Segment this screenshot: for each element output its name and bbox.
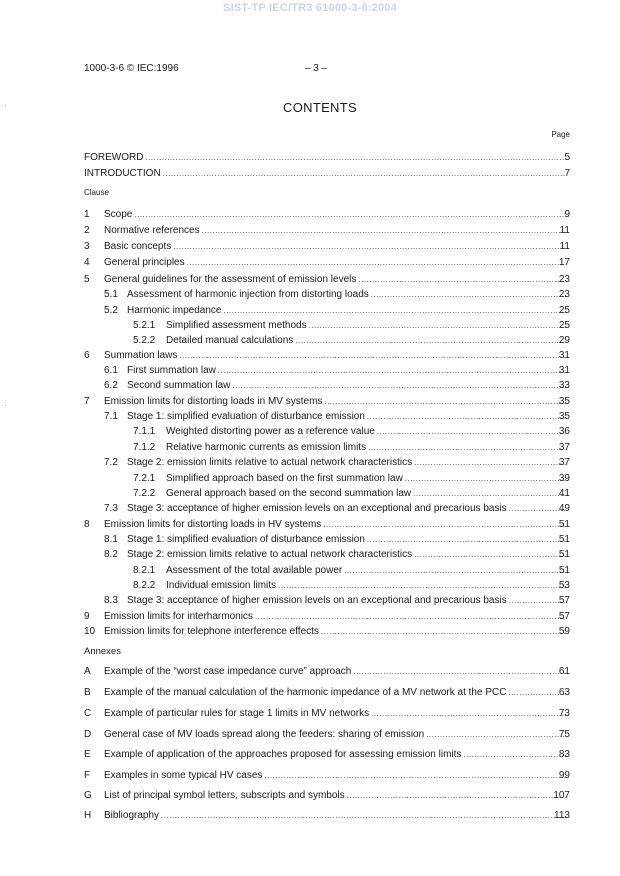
entry-number: 8.1 [104,534,118,545]
entry-page-number: 23 [558,289,570,300]
dot-leader [368,441,566,454]
dot-leader [163,167,566,180]
entry-title: Individual emission limits [166,580,277,591]
entry-title: General guidelines for the assessment of emission levels [104,274,357,285]
entry-number: 7.1.1 [133,426,156,437]
dot-leader [187,256,566,269]
dot-leader [264,769,566,782]
entry-page-number: 51 [558,549,570,560]
dot-leader [358,273,566,286]
toc-entry[interactable] [0,240,620,253]
annexes-label: Annexes [84,646,121,657]
dot-leader [353,665,566,678]
entry-page-number: 51 [558,519,570,530]
entry-title: Example of the manual calculation of the harmonic impedance of a MV network at the PCC [104,687,507,698]
entry-page-number: 23 [558,274,570,285]
entry-page-number: 75 [558,729,570,740]
entry-page-number: 49 [558,503,570,514]
entry-title: List of principal symbol letters, subscripts and symbols [104,790,345,801]
entry-title: General case of MV loads spread along the feeders: sharing of emission [104,729,425,740]
entry-page-number: 99 [558,770,570,781]
toc-entry[interactable] [0,364,620,377]
entry-page-number: 51 [558,534,570,545]
annex-entry[interactable] [0,748,620,761]
annex-entry[interactable] [0,728,620,741]
entry-number: 7 [84,396,90,407]
entry-title: General principles [104,257,185,268]
entry-page-number: 36 [558,426,570,437]
entry-number: 7.2.2 [133,488,156,499]
toc-entry[interactable] [0,441,620,454]
dot-leader [295,334,566,347]
entry-number: F [84,770,91,781]
entry-page-number: 17 [558,257,570,268]
entry-page-number: 59 [558,626,570,637]
entry-number: 5.2 [104,305,118,316]
annex-entry[interactable] [0,686,620,699]
watermark: SIST-TP IEC/TR3 61000-3-6:2004 [223,2,397,14]
toc-entry[interactable] [0,579,620,592]
toc-entry[interactable] [0,273,620,286]
toc-entry[interactable] [0,334,620,347]
contents-title: CONTENTS [283,100,357,115]
clause-label: Clause [84,188,109,197]
page-number: – 3 – [304,63,328,74]
dot-leader [224,304,567,317]
dot-leader [173,240,566,253]
entry-number: B [84,687,91,698]
entry-number: C [84,708,92,719]
entry-number: 4 [84,257,90,268]
entry-number: 8.3 [104,595,118,606]
dot-leader [371,288,566,301]
toc-entry[interactable] [0,349,620,362]
entry-number: 8.2.2 [133,580,156,591]
entry-number: 5.1 [104,289,118,300]
entry-title: Summation laws [104,350,178,361]
entry-page-number: 57 [558,611,570,622]
toc-entry[interactable] [0,304,620,317]
toc-entry[interactable] [0,425,620,438]
dot-leader [145,151,566,164]
entry-title: Emission limits for telephone interference effects [104,626,319,637]
entry-page-number: 25 [558,320,570,331]
entry-title: Stage 3: acceptance of higher emission levels on an exceptional and precarious basis [127,503,507,514]
entry-page-number: 39 [558,473,570,484]
entry-page-number: 25 [558,305,570,316]
toc-entry[interactable] [0,167,620,180]
entry-title: Second summation law [127,380,231,391]
toc-entry[interactable] [0,256,620,269]
entry-number: G [84,790,92,801]
entry-title: Assessment of harmonic injection from distorting loads [127,289,369,300]
entry-number: 6.1 [104,365,118,376]
entry-number: A [84,666,91,677]
entry-title: Stage 2: emission limits relative to actual network characteristics [127,457,413,468]
toc-entry[interactable] [0,319,620,332]
dot-leader [202,224,566,237]
entry-number: 8 [84,519,90,530]
toc-entry[interactable] [0,151,620,164]
toc-entry[interactable] [0,472,620,485]
toc-entry[interactable] [0,487,620,500]
entry-page-number: 35 [558,396,570,407]
entry-page-number: 31 [558,365,570,376]
toc-entry[interactable] [0,456,620,469]
entry-page-number: 29 [558,335,570,346]
dot-leader [371,707,566,720]
entry-page-number: 7 [564,168,570,179]
entry-number: 7.2 [104,457,118,468]
entry-number: 8.2.1 [133,565,156,576]
entry-title: Assessment of the total available power [166,565,343,576]
entry-number: 10 [84,626,96,637]
entry-number: 6.2 [104,380,118,391]
toc-entry[interactable] [0,548,620,561]
entry-page-number: 83 [558,749,570,760]
annex-entry[interactable] [0,769,620,782]
entry-page-number: 53 [558,580,570,591]
entry-page-number: 9 [564,209,570,220]
dot-leader [321,625,566,638]
toc-entry[interactable] [0,395,620,408]
dot-leader [347,789,566,802]
dot-leader [278,579,566,592]
toc-entry[interactable] [0,410,620,423]
annex-entry[interactable] [0,789,620,802]
entry-title: Example of particular rules for stage 1 limits in MV networks [104,708,370,719]
entry-number: 7.2.1 [133,473,156,484]
dot-leader [344,564,566,577]
annex-entry[interactable] [0,665,620,678]
dot-leader [218,364,566,377]
dot-leader [309,319,566,332]
entry-title: FOREWORD [84,152,144,163]
toc-entry[interactable] [0,610,620,623]
entry-page-number: 37 [558,442,570,453]
entry-title: Normative references [104,225,200,236]
entry-page-number: 37 [558,457,570,468]
entry-title: Scope [104,209,133,220]
dot-leader [367,410,566,423]
entry-title: Simplified approach based on the first summation law [166,473,403,484]
entry-page-number: 11 [559,225,570,236]
entry-number: 7.1 [104,411,118,422]
entry-title: Emission limits for distorting loads in HV systems [104,519,322,530]
entry-page-number: 63 [558,687,570,698]
entry-number: 5.2.1 [133,320,156,331]
page-column-label: Page [551,130,570,139]
entry-number: 5.2.2 [133,335,156,346]
dot-leader [377,425,566,438]
entry-number: 6 [84,350,90,361]
entry-title: INTRODUCTION [84,168,161,179]
entry-page-number: 31 [558,350,570,361]
entry-title: Stage 3: acceptance of higher emission levels on an exceptional and precarious basis [127,595,507,606]
entry-title: General approach based on the second summation law [166,488,412,499]
entry-page-number: 11 [559,241,570,252]
entry-title: Stage 1: simplified evaluation of disturbance emission [127,534,365,545]
toc-entry[interactable] [0,208,620,221]
entry-number: E [84,749,91,760]
entry-title: First summation law [127,365,216,376]
entry-page-number: 5 [564,152,570,163]
entry-page-number: 107 [553,790,570,801]
dot-leader [367,533,566,546]
toc-entry[interactable] [0,533,620,546]
entry-title: Relative harmonic currents as emission limits [166,442,367,453]
margin-mark: · [4,400,7,410]
entry-page-number: 41 [558,488,570,499]
entry-title: Stage 1: simplified evaluation of disturbance emission [127,411,365,422]
annex-entry[interactable] [0,809,620,822]
entry-page-number: 33 [558,380,570,391]
entry-number: 2 [84,225,90,236]
toc-entry[interactable] [0,288,620,301]
toc-entry[interactable] [0,502,620,515]
annex-entry[interactable] [0,707,620,720]
entry-title: Emission limits for distorting loads in MV systems [104,396,323,407]
entry-title: Emission limits for interharmonics [104,611,253,622]
entry-title: Harmonic impedance [127,305,222,316]
toc-entry[interactable] [0,379,620,392]
entry-page-number: 35 [558,411,570,422]
entry-title: Bibliography [104,810,160,821]
entry-number: D [84,729,92,740]
toc-entry[interactable] [0,564,620,577]
dot-leader [324,395,566,408]
dot-leader [255,610,566,623]
entry-number: 8.2 [104,549,118,560]
entry-number: 7.1.2 [133,442,156,453]
toc-entry[interactable] [0,224,620,237]
entry-page-number: 51 [558,565,570,576]
entry-page-number: 57 [558,595,570,606]
entry-number: 7.3 [104,503,118,514]
dot-leader [179,349,566,362]
entry-page-number: 61 [558,666,570,677]
entry-number: 1 [84,209,90,220]
entry-title: Stage 2: emission limits relative to actual network characteristics [127,549,413,560]
toc-entry[interactable] [0,518,620,531]
entry-title: Examples in some typical HV cases [104,770,263,781]
entry-number: 3 [84,241,90,252]
entry-title: Example of application of the approaches proposed for assessing emission limits [104,749,462,760]
dot-leader [323,518,566,531]
toc-entry[interactable] [0,594,620,607]
document-reference: 1000-3-6 © IEC:1996 [84,63,179,74]
entry-page-number: 113 [554,810,570,821]
dot-leader [134,208,566,221]
entry-title: Basic concepts [104,241,172,252]
entry-number: H [84,810,92,821]
entry-number: 5 [84,274,90,285]
toc-entry[interactable] [0,625,620,638]
entry-number: 9 [84,611,90,622]
entry-title: Simplified assessment methods [166,320,307,331]
dot-leader [161,809,566,822]
entry-title: Detailed manual calculations [166,335,294,346]
entry-page-number: 73 [558,708,570,719]
margin-mark: · [4,100,7,110]
dot-leader [232,379,566,392]
entry-title: Example of the “worst case impedance curve” approach [104,666,352,677]
entry-title: Weighted distorting power as a reference value [166,426,375,437]
